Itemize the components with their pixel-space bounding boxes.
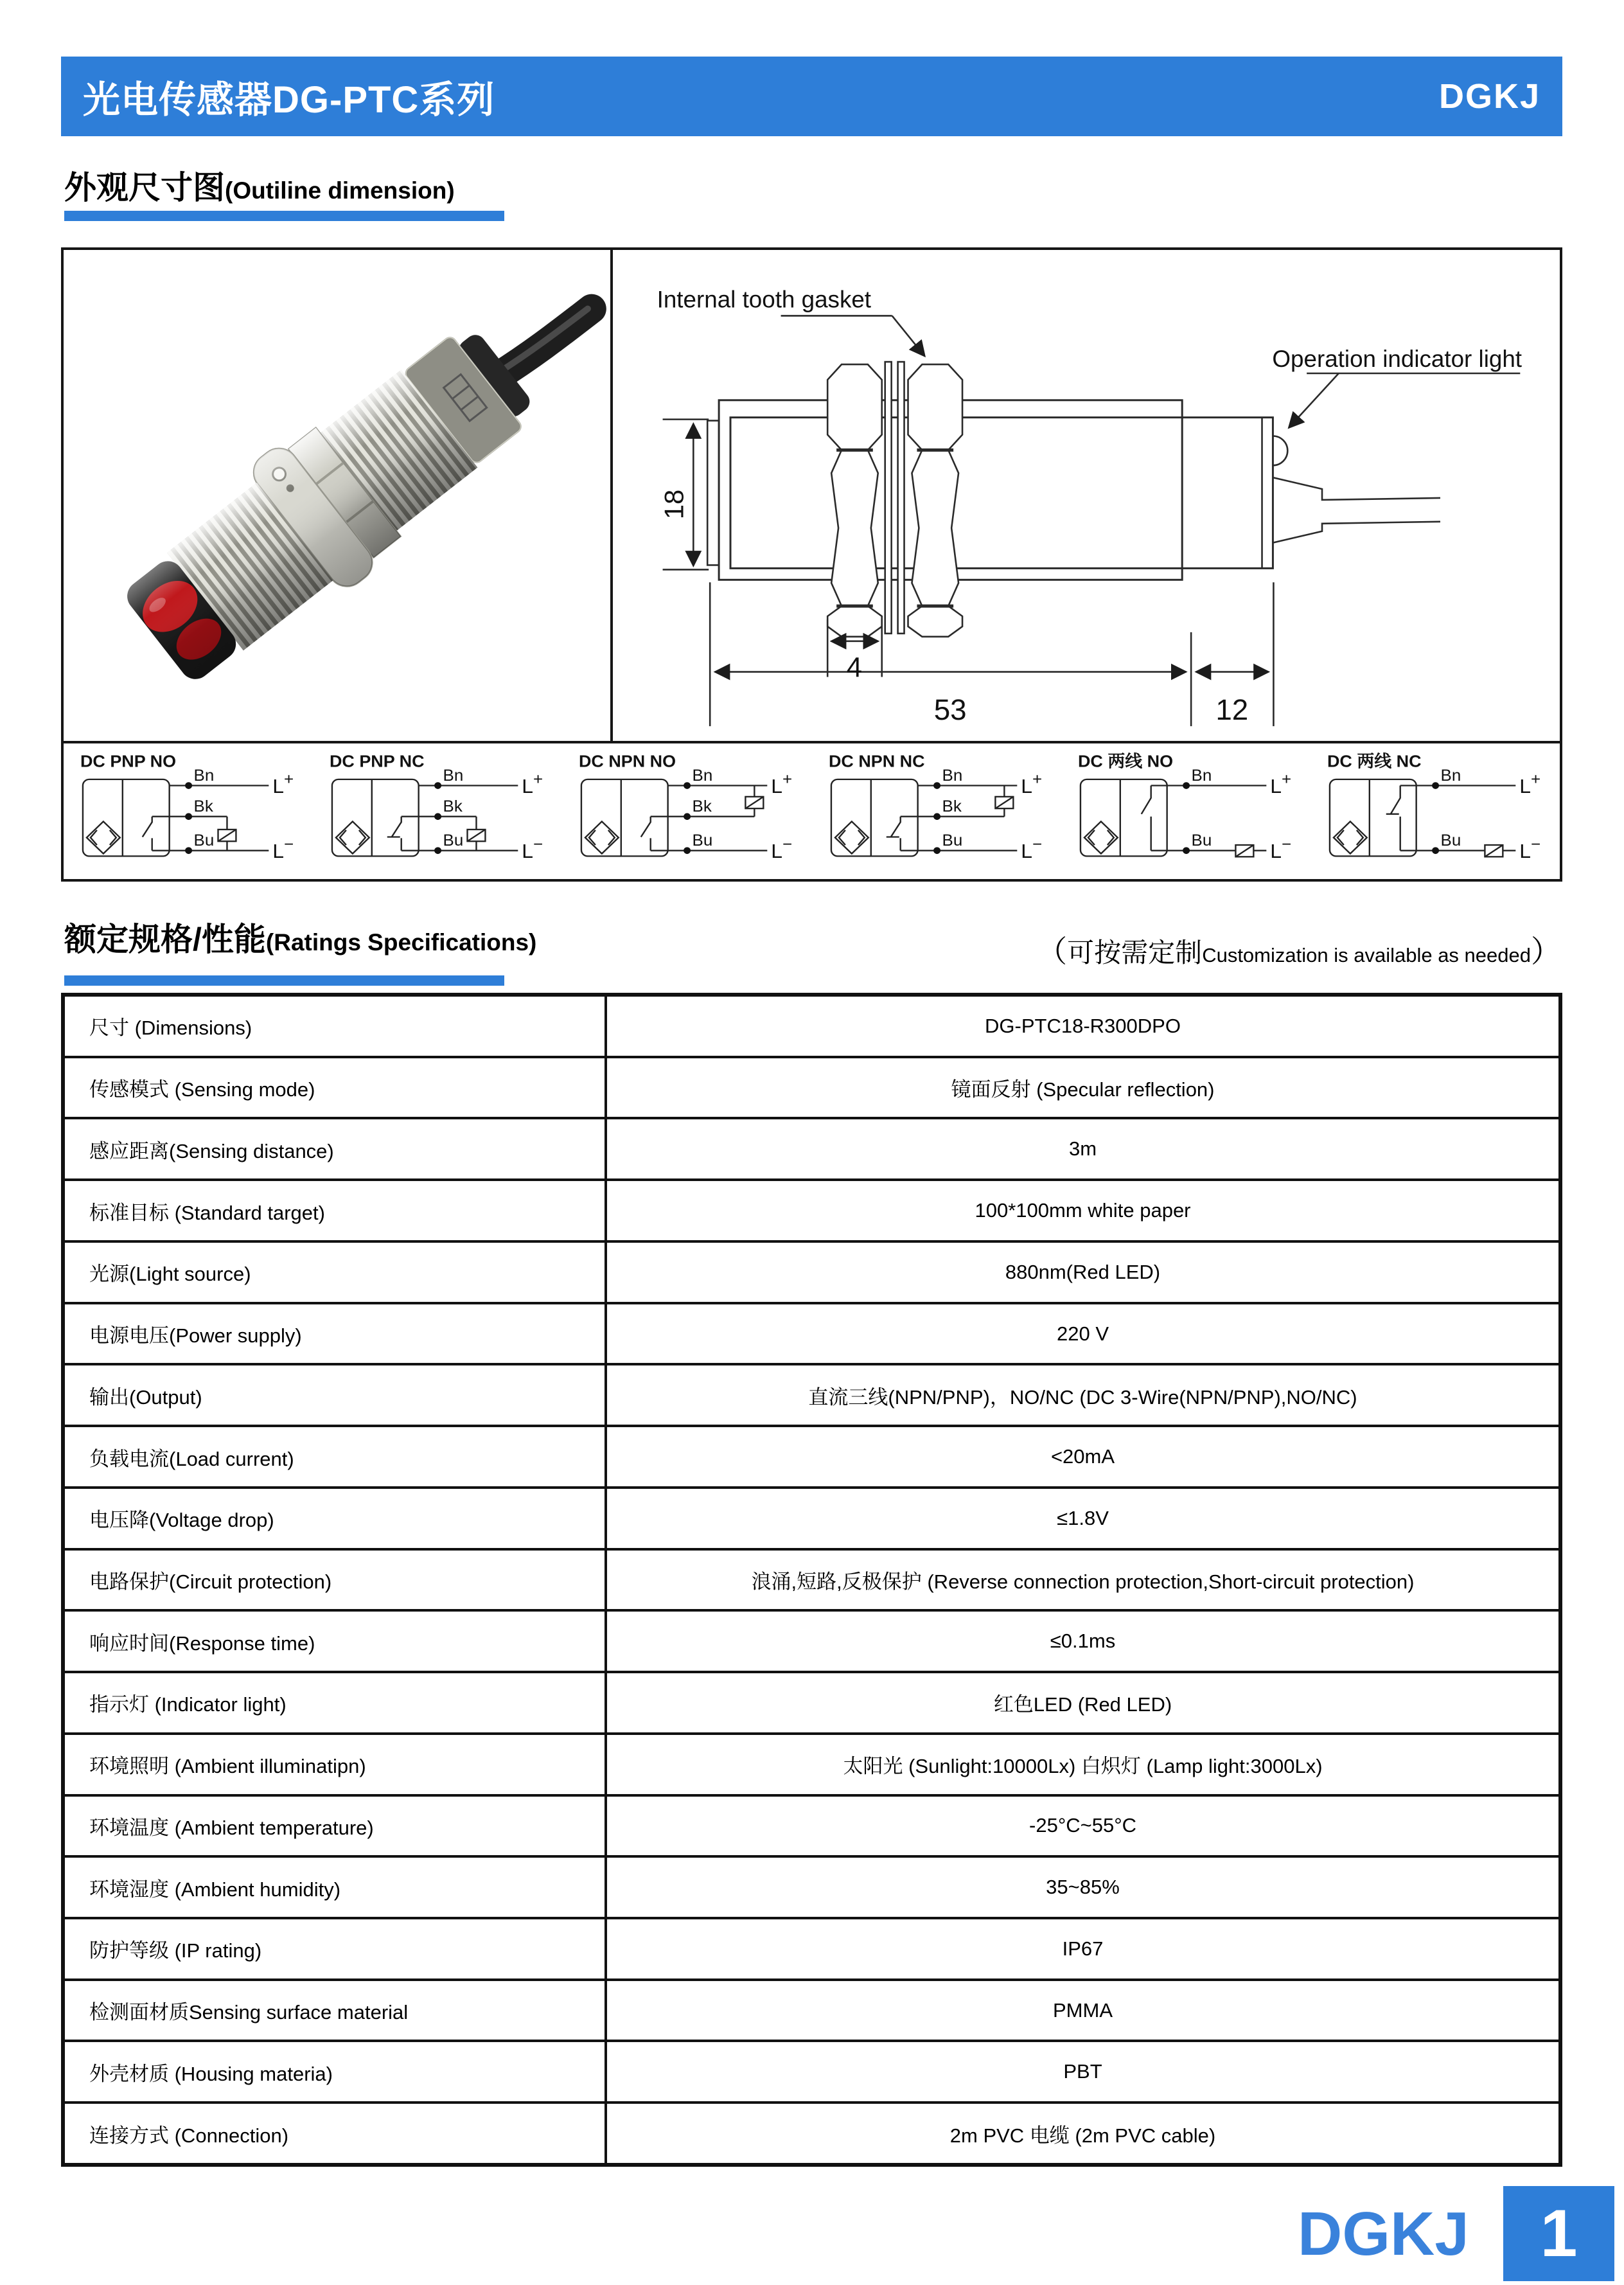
wiring-title: DC PNP NC <box>330 752 425 771</box>
ratings-underline <box>64 975 504 986</box>
table-row <box>65 1551 1558 1612</box>
param-cell: 电压降(Voltage drop) <box>65 1489 607 1548</box>
wire-label-bk: Bk <box>443 797 463 815</box>
section-title-ratings-en: (Ratings Specifications) <box>265 929 537 956</box>
value-cell: <20mA <box>1050 1445 1115 1468</box>
value-cell: 浪涌,短路,反极保护 (Reverse connection protection,Short-circuit protection) <box>751 1570 1415 1593</box>
header-bar <box>61 57 1562 136</box>
svg-text:L+: L+ <box>1020 770 1042 797</box>
wiring-title: DC PNP NO <box>80 752 177 771</box>
table-row <box>65 1858 1558 1919</box>
table-row <box>65 2104 1558 2163</box>
wire-label-bu: Bu <box>692 831 713 849</box>
svg-text:L+: L+ <box>1269 770 1291 797</box>
customization-note <box>1037 928 1561 971</box>
wiring-title: DC 两线 NC <box>1327 752 1422 771</box>
svg-text:L−: L− <box>1020 835 1042 863</box>
tooth-gasket-right <box>908 364 963 637</box>
outline-drawing-box <box>61 247 1562 882</box>
wiring-diagrams-row <box>64 743 1560 879</box>
footer-brand: DGKJ <box>1298 2200 1469 2268</box>
param-cell: 防护等级 (IP rating) <box>65 1919 607 1978</box>
svg-text:L+: L+ <box>272 770 294 797</box>
param-cell: 连接方式 (Connection) <box>65 2104 607 2163</box>
param-cell: 电路保护(Circuit protection) <box>65 1551 607 1610</box>
wire-label-bk: Bk <box>942 797 962 815</box>
param-cell: 标准目标 (Standard target) <box>65 1181 607 1240</box>
value-cell: 35~85% <box>1046 1876 1120 1899</box>
wire-label-bk: Bk <box>193 797 213 815</box>
value-cell: PBT <box>1063 2060 1102 2083</box>
wire-label-bn: Bn <box>692 767 713 785</box>
table-row <box>65 1181 1558 1243</box>
wire-label-bu: Bu <box>942 831 962 849</box>
param-cell: 输出(Output) <box>65 1365 607 1425</box>
table-row <box>65 1427 1558 1489</box>
note-paren-open: （ <box>1037 934 1068 968</box>
svg-text:L+: L+ <box>522 770 543 797</box>
value-cell: DG-PTC18-R300DPO <box>985 1014 1181 1037</box>
wiring-dc-2wire-no <box>1061 743 1311 879</box>
svg-text:L−: L− <box>272 835 294 863</box>
param-cell: 负载电流(Load current) <box>65 1427 607 1486</box>
outline-underline <box>64 211 504 221</box>
wire-label-bu: Bu <box>443 831 464 849</box>
dimension-drawing-svg <box>613 250 1560 741</box>
tooth-gasket-left <box>827 364 882 637</box>
value-cell: 直流三线(NPN/PNP)，NO/NC (DC 3-Wire(NPN/PNP),NO/NC) <box>808 1385 1357 1409</box>
wire-label-bu: Bu <box>1440 831 1461 849</box>
wire-label-bn: Bn <box>1191 767 1212 785</box>
param-cell: 环境照明 (Ambient illuminatipn) <box>65 1735 607 1794</box>
value-cell: 2m PVC 电缆 (2m PVC cable) <box>949 2124 1216 2147</box>
value-cell: ≤1.8V <box>1057 1506 1109 1529</box>
page-title: 光电传感器DG-PTC系列 <box>83 79 495 121</box>
section-title-ratings <box>64 914 536 960</box>
table-row <box>65 1243 1558 1304</box>
wiring-title: DC NPN NC <box>828 752 925 771</box>
value-cell: 3m <box>1068 1137 1097 1160</box>
brand-logo: DGKJ <box>1438 77 1540 116</box>
indicator-leader <box>1289 373 1520 428</box>
value-cell: 220 V <box>1056 1322 1109 1345</box>
table-row <box>65 1058 1558 1120</box>
section-title-outline <box>64 162 455 208</box>
value-cell: 880nm(Red LED) <box>1005 1260 1161 1283</box>
table-row <box>65 1735 1558 1797</box>
table-row <box>65 1797 1558 1858</box>
table-row <box>65 1119 1558 1181</box>
value-cell: 太阳光 (Sunlight:10000Lx) 白炽灯 (Lamp light:3000Lx) <box>843 1755 1323 1778</box>
param-cell: 响应时间(Response time) <box>65 1612 607 1671</box>
value-cell: 镜面反射 (Specular reflection) <box>951 1078 1215 1101</box>
wire-label-bn: Bn <box>1440 767 1461 785</box>
wiring-dc-2wire-nc <box>1311 743 1560 879</box>
table-row <box>65 1673 1558 1735</box>
wiring-dc-npn-no <box>562 743 811 879</box>
wiring-dc-pnp-nc <box>313 743 562 879</box>
section-title-outline-cn: 外观尺寸图 <box>64 170 225 206</box>
section-title-ratings-cn: 额定规格/性能 <box>64 921 266 957</box>
wire-label-bn: Bn <box>942 767 962 785</box>
param-cell: 光源(Light source) <box>65 1243 607 1302</box>
param-cell: 尺寸 (Dimensions) <box>65 997 607 1056</box>
table-row <box>65 2042 1558 2104</box>
value-cell: PMMA <box>1053 1998 1113 2022</box>
note-cn: 可按需定制 <box>1067 938 1203 968</box>
wire-label-bn: Bn <box>443 767 464 785</box>
param-cell: 环境湿度 (Ambient humidity) <box>65 1858 607 1917</box>
table-row <box>65 1489 1558 1551</box>
svg-text:L+: L+ <box>771 770 793 797</box>
cable-lines <box>1273 477 1440 542</box>
value-cell: -25°C~55°C <box>1029 1814 1136 1837</box>
dim-text-53: 53 <box>933 693 967 727</box>
dim-text-4: 4 <box>846 652 863 684</box>
wiring-title: DC NPN NO <box>579 752 676 771</box>
product-photo <box>64 250 610 741</box>
dim-text-12: 12 <box>1215 693 1249 727</box>
label-indicator: Operation indicator light <box>1272 346 1522 373</box>
table-row <box>65 1919 1558 1981</box>
param-cell: 感应距离(Sensing distance) <box>65 1119 607 1178</box>
svg-text:L−: L− <box>771 835 793 863</box>
note-en: Customization is available as needed <box>1202 944 1531 966</box>
param-cell: 传感模式 (Sensing mode) <box>65 1058 607 1117</box>
gasket-leader <box>781 316 925 356</box>
indicator-light-bump <box>1273 436 1287 465</box>
table-row <box>65 1981 1558 2043</box>
label-gasket: Internal tooth gasket <box>657 286 872 313</box>
page-number: 1 <box>1540 2196 1578 2271</box>
param-cell: 检测面材质Sensing surface material <box>65 1981 607 2040</box>
wiring-title: DC 两线 NO <box>1077 752 1173 771</box>
param-cell: 外壳材质 (Housing materia) <box>65 2042 607 2101</box>
wiring-dc-pnp-no <box>64 743 313 879</box>
wire-label-bu: Bu <box>193 831 215 849</box>
value-cell: 100*100mm white paper <box>975 1199 1191 1222</box>
param-cell: 电源电压(Power supply) <box>65 1304 607 1364</box>
section-title-outline-en: (Outiline dimension) <box>225 177 455 204</box>
table-row <box>65 1365 1558 1427</box>
table-row <box>65 997 1558 1058</box>
spec-table <box>61 993 1562 2167</box>
table-row <box>65 1612 1558 1673</box>
svg-text:L−: L− <box>1269 835 1291 863</box>
sensor-body <box>108 305 554 702</box>
dimension-drawing <box>613 250 1560 741</box>
value-cell: ≤0.1ms <box>1050 1630 1116 1653</box>
value-cell: 红色LED (Red LED) <box>993 1693 1172 1716</box>
svg-text:L+: L+ <box>1519 770 1541 797</box>
param-cell: 环境温度 (Ambient temperature) <box>65 1797 607 1856</box>
dim-53-12 <box>710 582 1273 726</box>
dim-text-18: 18 <box>658 489 689 520</box>
table-row <box>65 1304 1558 1366</box>
note-paren-close: ） <box>1531 934 1561 968</box>
page-number-box <box>1503 2186 1614 2281</box>
param-cell: 指示灯 (Indicator light) <box>65 1673 607 1732</box>
sensor-photo-illustration <box>64 250 610 741</box>
wire-label-bu: Bu <box>1191 831 1212 849</box>
svg-text:L−: L− <box>1519 835 1541 863</box>
wire-label-bk: Bk <box>692 797 712 815</box>
value-cell: IP67 <box>1062 1937 1104 1960</box>
svg-text:L−: L− <box>522 835 543 863</box>
wire-label-bn: Bn <box>193 767 215 785</box>
wiring-dc-npn-nc <box>812 743 1061 879</box>
